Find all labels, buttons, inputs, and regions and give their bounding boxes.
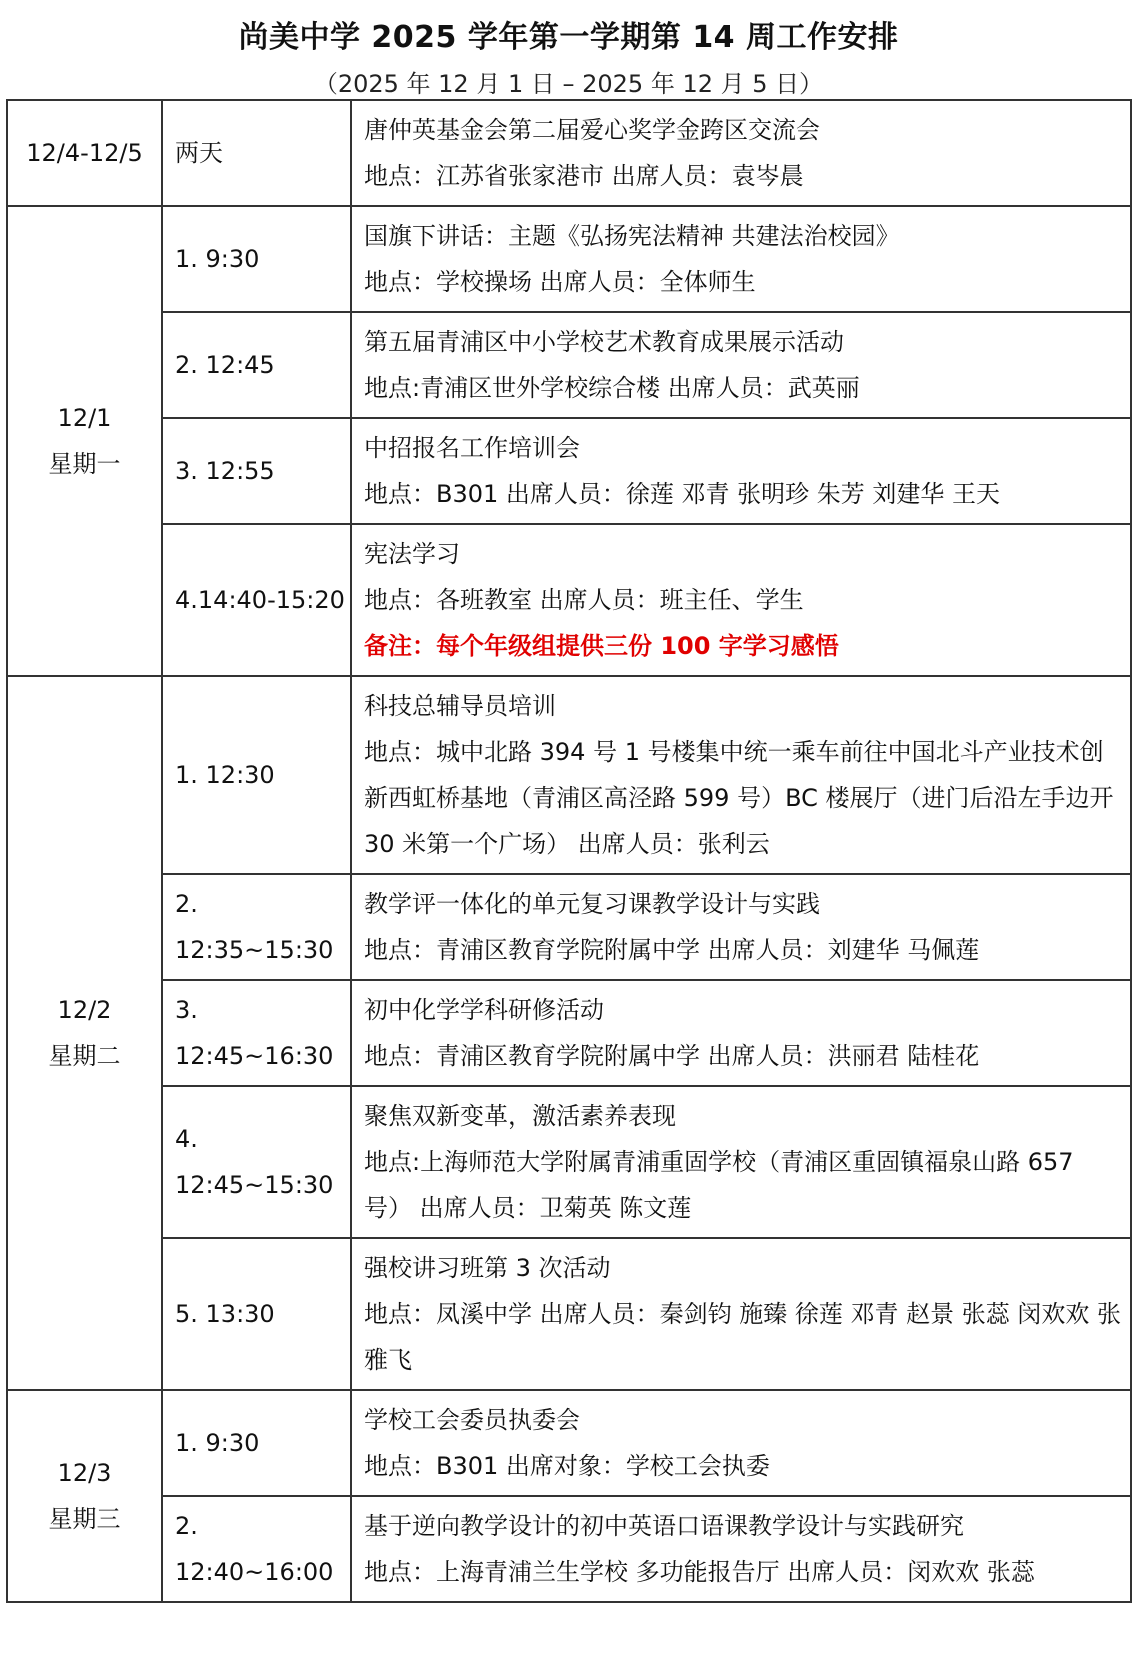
schedule-row — [7, 1496, 1131, 1602]
event-cell — [351, 100, 1131, 206]
schedule-row — [7, 312, 1131, 418]
weekday-label: 星期一 — [48, 450, 121, 478]
event-detail: 地点：上海青浦兰生学校 多功能报告厅 出席人员：闵欢欢 张蕊 — [364, 1558, 1035, 1586]
schedule-row — [7, 1238, 1131, 1390]
event-cell — [351, 874, 1131, 980]
time-cell: 3. 12:55 — [162, 418, 351, 524]
schedule-row — [7, 524, 1131, 676]
weekday-label: 星期三 — [48, 1505, 121, 1533]
date-range-subtitle: （2025 年 12 月 1 日 – 2025 年 12 月 5 日） — [313, 70, 824, 98]
event-title: 基于逆向教学设计的初中英语口语课教学设计与实践研究 — [364, 1512, 964, 1540]
weekday-label: 星期二 — [48, 1042, 121, 1070]
event-cell — [351, 1390, 1131, 1496]
schedule-row — [7, 980, 1131, 1086]
schedule-row — [7, 206, 1131, 312]
event-cell — [351, 676, 1131, 874]
event-cell — [351, 1496, 1131, 1602]
event-title: 中招报名工作培训会 — [364, 434, 580, 462]
event-cell — [351, 524, 1131, 676]
schedule-row — [7, 1086, 1131, 1238]
time-cell: 两天 — [162, 100, 351, 206]
event-cell — [351, 206, 1131, 312]
date-label: 12/1 — [57, 404, 112, 432]
page-title: 尚美中学 2025 学年第一学期第 14 周工作安排 — [238, 20, 899, 55]
event-cell — [351, 1238, 1131, 1390]
event-title: 宪法学习 — [364, 540, 460, 568]
event-cell — [351, 418, 1131, 524]
date-cell — [7, 100, 162, 206]
time-cell: 3. 12:45~16:30 — [162, 980, 351, 1086]
event-title: 科技总辅导员培训 — [364, 692, 556, 720]
event-detail: 地点：凤溪中学 出席人员：秦剑钧 施臻 徐莲 邓青 赵景 张蕊 闵欢欢 张雅飞 — [364, 1300, 1122, 1374]
schedule-row — [7, 874, 1131, 980]
event-detail: 地点：江苏省张家港市 出席人员：袁岑晨 — [364, 162, 804, 190]
time-cell: 4. 12:45~15:30 — [162, 1086, 351, 1238]
event-cell — [351, 1086, 1131, 1238]
event-title: 初中化学学科研修活动 — [364, 996, 604, 1024]
event-title: 教学评一体化的单元复习课教学设计与实践 — [364, 890, 820, 918]
schedule-row — [7, 418, 1131, 524]
event-detail: 地点:上海师范大学附属青浦重固学校（青浦区重固镇福泉山路 657 号） 出席人员：卫菊英 陈文莲 — [364, 1148, 1074, 1222]
event-detail: 地点：各班教室 出席人员：班主任、学生 — [364, 586, 804, 614]
date-label: 12/3 — [57, 1459, 112, 1487]
date-label: 12/2 — [57, 996, 112, 1024]
event-title: 学校工会委员执委会 — [364, 1406, 580, 1434]
schedule-row — [7, 676, 1131, 874]
event-detail: 地点：青浦区教育学院附属中学 出席人员：洪丽君 陆桂花 — [364, 1042, 980, 1070]
time-cell: 1. 9:30 — [162, 206, 351, 312]
time-cell: 2. 12:35~15:30 — [162, 874, 351, 980]
event-cell — [351, 980, 1131, 1086]
time-cell: 2. 12:40~16:00 — [162, 1496, 351, 1602]
event-detail: 地点:青浦区世外学校综合楼 出席人员：武英丽 — [364, 374, 860, 402]
time-cell: 1. 12:30 — [162, 676, 351, 874]
schedule-row — [7, 1390, 1131, 1496]
date-cell — [7, 1390, 162, 1602]
event-note: 备注：每个年级组提供三份 100 字学习感悟 — [364, 632, 839, 660]
event-title: 唐仲英基金会第二届爱心奖学金跨区交流会 — [364, 116, 820, 144]
event-title: 第五届青浦区中小学校艺术教育成果展示活动 — [364, 328, 844, 356]
event-detail: 地点：城中北路 394 号 1 号楼集中统一乘车前往中国北斗产业技术创新西虹桥基地（青浦区高泾路 599 号）BC 楼展厅（进门后沿左手边开 30 米第一个广场） 出席人员：张利云 — [364, 738, 1114, 858]
time-cell: 5. 13:30 — [162, 1238, 351, 1390]
time-cell: 4.14:40-15:20 — [162, 524, 351, 676]
schedule-table — [6, 99, 1132, 1603]
event-detail: 地点：青浦区教育学院附属中学 出席人员：刘建华 马佩莲 — [364, 936, 980, 964]
event-detail: 地点：学校操场 出席人员：全体师生 — [364, 268, 756, 296]
event-detail: 地点：B301 出席人员：徐莲 邓青 张明珍 朱芳 刘建华 王天 — [364, 480, 1001, 508]
time-cell: 1. 9:30 — [162, 1390, 351, 1496]
date-label: 12/4-12/5 — [26, 139, 143, 167]
event-title: 聚焦双新变革，激活素养表现 — [364, 1102, 676, 1130]
event-title: 强校讲习班第 3 次活动 — [364, 1254, 611, 1282]
schedule-row — [7, 100, 1131, 206]
time-cell: 2. 12:45 — [162, 312, 351, 418]
event-cell — [351, 312, 1131, 418]
event-title: 国旗下讲话：主题《弘扬宪法精神 共建法治校园》 — [364, 222, 900, 250]
event-detail: 地点：B301 出席对象：学校工会执委 — [364, 1452, 770, 1480]
date-cell — [7, 206, 162, 676]
date-cell — [7, 676, 162, 1390]
